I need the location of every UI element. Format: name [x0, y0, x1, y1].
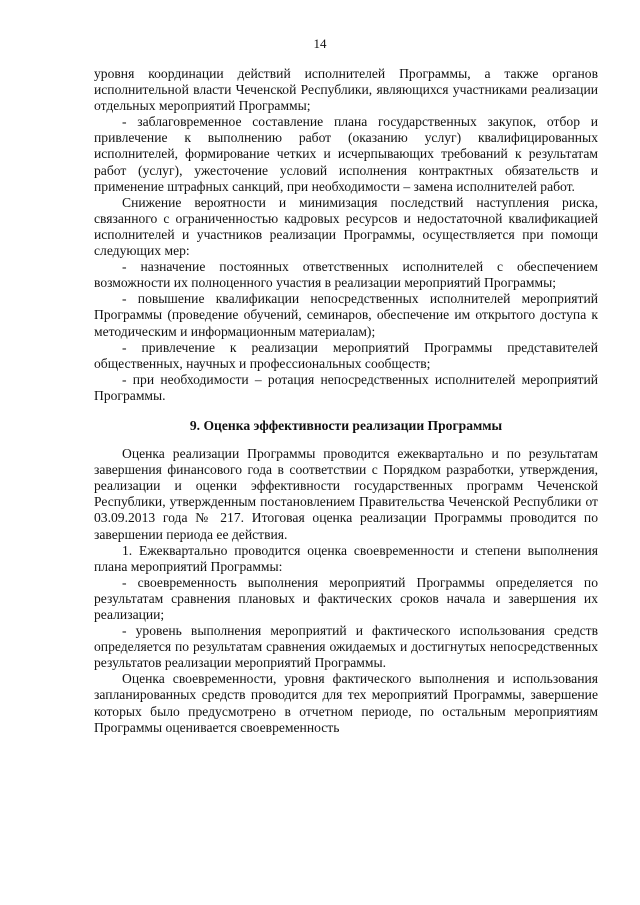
page-content [94, 66, 598, 736]
section-heading: 9. Оценка эффективности реализации Программы [189, 417, 503, 433]
list-item: - привлечение к реализации мероприятий Программы представителей общественных, научных и профессиональных сообществ; [94, 339, 598, 371]
list-item: - повышение квалификации непосредственных исполнителей мероприятий Программы (проведение обучений, семинаров, обеспечение им открытого доступа к методическим и информационным материалам); [94, 291, 598, 339]
paragraph: Оценка своевременности, уровня фактического выполнения и использования запланированных средств проводится для тех мероприятий Программы, завершение которых было предусмотрено в отчетном периоде, по остальным мероприятиям Программы оценивается своевременность [94, 671, 598, 735]
list-item: - заблаговременное составление плана государственных закупок, отбор и привлечение к выполнению работ (оказанию услуг) квалифицированных исполнителей, формирование четких и исчерпывающих требований к результатам работ (услуг), ужесточение условий исполнения контрактных обязательств и применение штрафных санкций, при необходимости – замена исполнителей работ. [94, 114, 598, 194]
page-number: 14 [313, 36, 327, 51]
list-item: - своевременность выполнения мероприятий Программы определяется по результатам сравнения плановых и фактических сроков начала и завершения их реализации; [94, 574, 598, 622]
list-item: - при необходимости – ротация непосредственных исполнителей мероприятий Программы. [94, 371, 598, 403]
numbered-item: 1. Ежеквартально проводится оценка своевременности и степени выполнения плана мероприятий Программы: [94, 542, 598, 574]
paragraph: уровня координации действий исполнителей Программы, а также органов исполнительной власти Чеченской Республики, являющихся участниками реализации отдельных мероприятий Программы; [94, 66, 598, 114]
paragraph: Оценка реализации Программы проводится ежеквартально и по результатам завершения финансового года в соответствии с Порядком разработки, утверждения, реализации и оценки эффективности государственных программ Чеченской Республики, утвержденным постановлением Правительства Чеченской Республики от 03.09.2013 года № 217. Итоговая оценка реализации Программы проводится по завершении периода ее действия. [94, 446, 598, 542]
list-item: - уровень выполнения мероприятий и фактического использования средств определяется по результатам сравнения ожидаемых и достигнутых непосредственных результатов реализации мероприятий Программы. [94, 623, 598, 671]
list-item: - назначение постоянных ответственных исполнителей с обеспечением возможности их полноценного участия в реализации мероприятий Программы; [94, 259, 598, 291]
paragraph: Снижение вероятности и минимизация последствий наступления риска, связанного с ограниченностью кадровых ресурсов и недостаточной квалификацией исполнителей и участников реализации Программы, осуществляется при помощи следующих мер: [94, 194, 598, 259]
